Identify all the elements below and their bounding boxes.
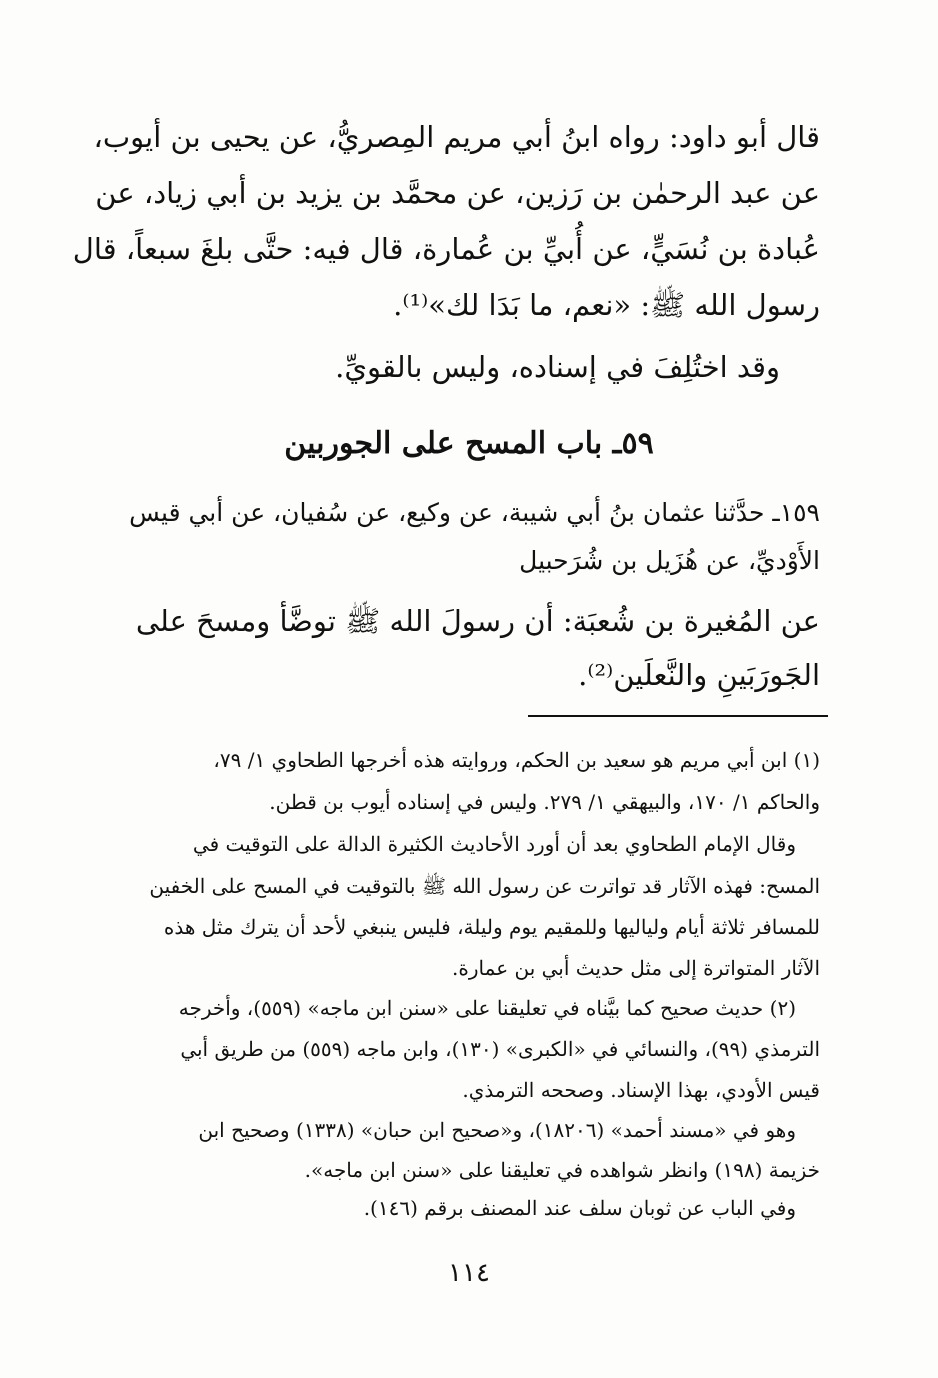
- footnote-line: وقال الإمام الطحاوي بعد أن أورد الأحاديث الكثيرة الدالة على التوقيت في: [192, 832, 796, 856]
- footnote-line: (١) ابن أبي مريم هو سعيد بن الحكم، وروايته هذه أخرجها الطحاوي ١/ ٧٩،: [213, 748, 820, 772]
- footnote-line: قيس الأودي، بهذا الإسناد. وصححه الترمذي.: [462, 1078, 820, 1102]
- hadith-isnad-line-2: الأَوْديِّ، عن هُزَيل بن شُرَحبيل: [519, 546, 820, 575]
- footnote-line: وفي الباب عن ثوبان سلف عند المصنف برقم (١٤٦).: [363, 1196, 796, 1220]
- footnote-line: الترمذي (٩٩)، والنسائي في «الكبرى» (١٣٠)، وابن ماجه (٥٥٩) من طريق أبي: [180, 1037, 820, 1061]
- chapter-heading: ٥٩ـ باب المسح على الجوربين: [284, 426, 654, 461]
- main-text-line-1: قال أبو داود: رواه ابنُ أبي مريم المِصريُّ، عن يحيى بن أيوب،: [93, 120, 820, 154]
- footnote-separator: [528, 715, 828, 717]
- footnote-line: الآثار المتواترة إلى مثل حديث أبي بن عمارة.: [452, 956, 820, 980]
- footnote-line: (٢) حديث صحيح كما بيَّناه في تعليقنا على «سنن ابن ماجه» (٥٥٩)، وأخرجه: [178, 996, 796, 1020]
- main-text-line-3: عُبادة بن نُسَيٍّ، عن أُبيِّ بن عُمارة، قال فيه: حتَّى بلغَ سبعاً، قال: [72, 232, 820, 266]
- footnote-line: خزيمة (١٩٨) وانظر شواهده في تعليقنا على «سنن ابن ماجه».: [304, 1158, 820, 1182]
- footnote-line: المسح: فهذه الآثار قد تواترت عن رسول الله ﷺ بالتوقيت في المسح على الخفين: [149, 874, 820, 898]
- hadith-isnad-line-1: ١٥٩ـ حدَّثنا عثمان بنُ أبي شيبة، عن وكيع، عن سُفيان، عن أبي قيس: [129, 498, 820, 527]
- main-text-line-2: عن عبد الرحمٰن بن رَزين، عن محمَّد بن يزيد بن أبي زياد، عن: [95, 176, 820, 210]
- main-text-line-4: رسول الله ﷺ: «نعم، ما بَدَا لك»⁽¹⁾.: [393, 288, 820, 322]
- footnote-line: وهو في «مسند أحمد» (١٨٢٠٦)، و«صحيح ابن حبان» (١٣٣٨) وصحيح ابن: [198, 1118, 796, 1142]
- hadith-matn-line-1: عن المُغيرة بن شُعبَة: أن رسولَ الله ﷺ توضَّأ ومسحَ على: [135, 604, 820, 638]
- page-number: ١١٤: [448, 1258, 490, 1288]
- hadith-matn-line-2: الجَورَبَينِ والنَّعلَين⁽²⁾.: [578, 658, 820, 692]
- footnote-line: والحاكم ١/ ١٧٠، والبيهقي ١/ ٢٧٩. وليس في إسناده أيوب بن قطن.: [269, 790, 820, 814]
- footnote-line: للمسافر ثلاثة أيام ولياليها وللمقيم يوم وليلة، فليس ينبغي لأحد أن يترك مثل هذه: [163, 915, 820, 939]
- main-text-line-5: وقد اختُلِفَ في إسناده، وليس بالقويِّ.: [335, 350, 780, 384]
